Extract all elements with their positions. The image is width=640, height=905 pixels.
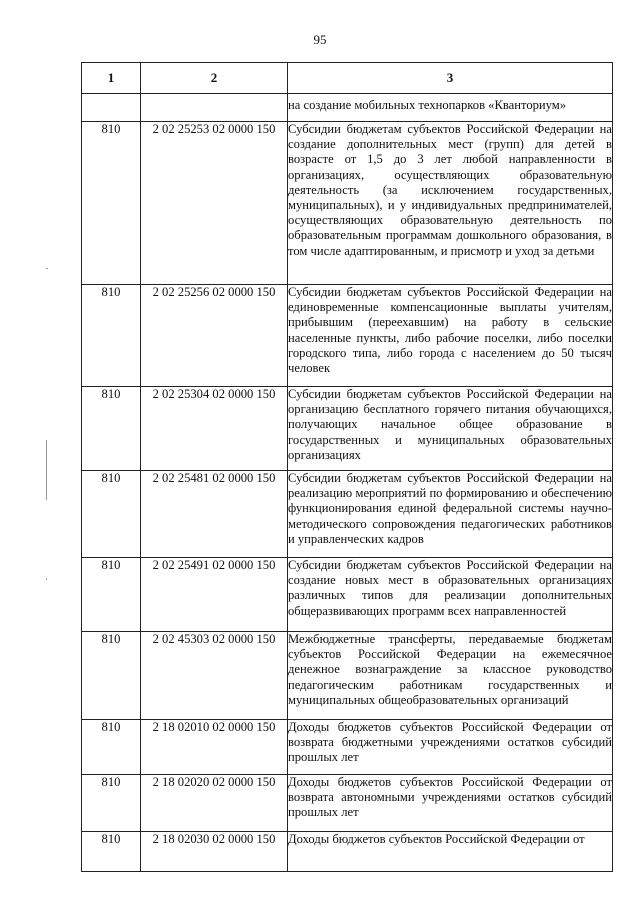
admin-code-cell: 810 <box>82 122 141 285</box>
admin-code-cell: 810 <box>82 775 141 832</box>
table-row <box>82 720 613 775</box>
admin-code-cell <box>82 94 141 122</box>
header-col-3: 3 <box>288 63 613 94</box>
description-cell: Субсидии бюджетам субъектов Российской Федерации на организацию бесплатного горячего питания обучающихся, получающих начальное общее образование в государственных и муниципальных образовательных организациях <box>288 387 613 471</box>
page-number: 95 <box>313 32 327 47</box>
admin-code-cell: 810 <box>82 558 141 632</box>
admin-code-cell: 810 <box>82 720 141 775</box>
table-row <box>82 94 613 122</box>
description-cell: Субсидии бюджетам субъектов Российской Федерации на создание новых мест в образовательных организациях различных типов для реализации дополнительных общеразвивающих программ всех направленностей <box>288 558 613 632</box>
description-cell: Доходы бюджетов субъектов Российской Федерации от возврата бюджетными учреждениями остатков субсидий прошлых лет <box>288 720 613 775</box>
header-col-1: 1 <box>82 63 141 94</box>
kbk-code-cell <box>141 94 288 122</box>
description-cell: на создание мобильных технопарков «Кванториум» <box>288 94 613 122</box>
header-col-2: 2 <box>141 63 288 94</box>
admin-code-cell: 810 <box>82 285 141 387</box>
margin-scan-mark <box>46 440 47 500</box>
kbk-code-cell: 2 18 02030 02 0000 150 <box>141 832 288 872</box>
kbk-code-cell: 2 02 25491 02 0000 150 <box>141 558 288 632</box>
kbk-code-cell: 2 18 02020 02 0000 150 <box>141 775 288 832</box>
table-row <box>82 122 613 285</box>
margin-scan-mark <box>46 268 48 269</box>
table-row <box>82 558 613 632</box>
kbk-code-cell: 2 02 25304 02 0000 150 <box>141 387 288 471</box>
budget-classification-table <box>81 62 613 872</box>
table-row <box>82 832 613 872</box>
table-row <box>82 632 613 720</box>
admin-code-cell: 810 <box>82 387 141 471</box>
description-cell: Межбюджетные трансферты, передаваемые бюджетам субъектов Российской Федерации на ежемесячное денежное вознаграждение за классное руководство педагогическим работникам государственных и муниципальных общеобразовательных организаций <box>288 632 613 720</box>
admin-code-cell: 810 <box>82 471 141 558</box>
description-cell: Субсидии бюджетам субъектов Российской Федерации на создание дополнительных мест (групп) для детей в возрасте от 1,5 до 3 лет любой направленности в организациях, осуществляющих образовательную деятельность (за исключением государственных, муниципальных), и у индивидуальных предпринимателей, осуществляющих образовательную деятельность по образовательным программам дошкольного образования, в том числе адаптированным, и присмотр и уход за детьми <box>288 122 613 285</box>
table-row <box>82 775 613 832</box>
table-row <box>82 387 613 471</box>
kbk-code-cell: 2 18 02010 02 0000 150 <box>141 720 288 775</box>
description-cell: Доходы бюджетов субъектов Российской Федерации от возврата автономными учреждениями остатков субсидий прошлых лет <box>288 775 613 832</box>
description-cell: Субсидии бюджетам субъектов Российской Федерации на единовременные компенсационные выплаты учителям, прибывшим (переехавшим) на работу в сельские населенные пункты, либо рабочие поселки, либо поселки городского типа, либо города с населением до 50 тысяч человек <box>288 285 613 387</box>
description-cell: Субсидии бюджетам субъектов Российской Федерации на реализацию мероприятий по формированию и обеспечению функционирования единой федеральной системы научно-методического сопровождения педагогических работников и управленческих кадров <box>288 471 613 558</box>
kbk-code-cell: 2 02 25481 02 0000 150 <box>141 471 288 558</box>
description-cell: Доходы бюджетов субъектов Российской Федерации от <box>288 832 613 872</box>
kbk-code-cell: 2 02 25253 02 0000 150 <box>141 122 288 285</box>
table-row <box>82 471 613 558</box>
kbk-code-cell: 2 02 45303 02 0000 150 <box>141 632 288 720</box>
kbk-code-cell: 2 02 25256 02 0000 150 <box>141 285 288 387</box>
margin-scan-mark <box>46 578 47 580</box>
admin-code-cell: 810 <box>82 632 141 720</box>
table-row <box>82 285 613 387</box>
admin-code-cell: 810 <box>82 832 141 872</box>
table-header-row <box>82 63 613 94</box>
